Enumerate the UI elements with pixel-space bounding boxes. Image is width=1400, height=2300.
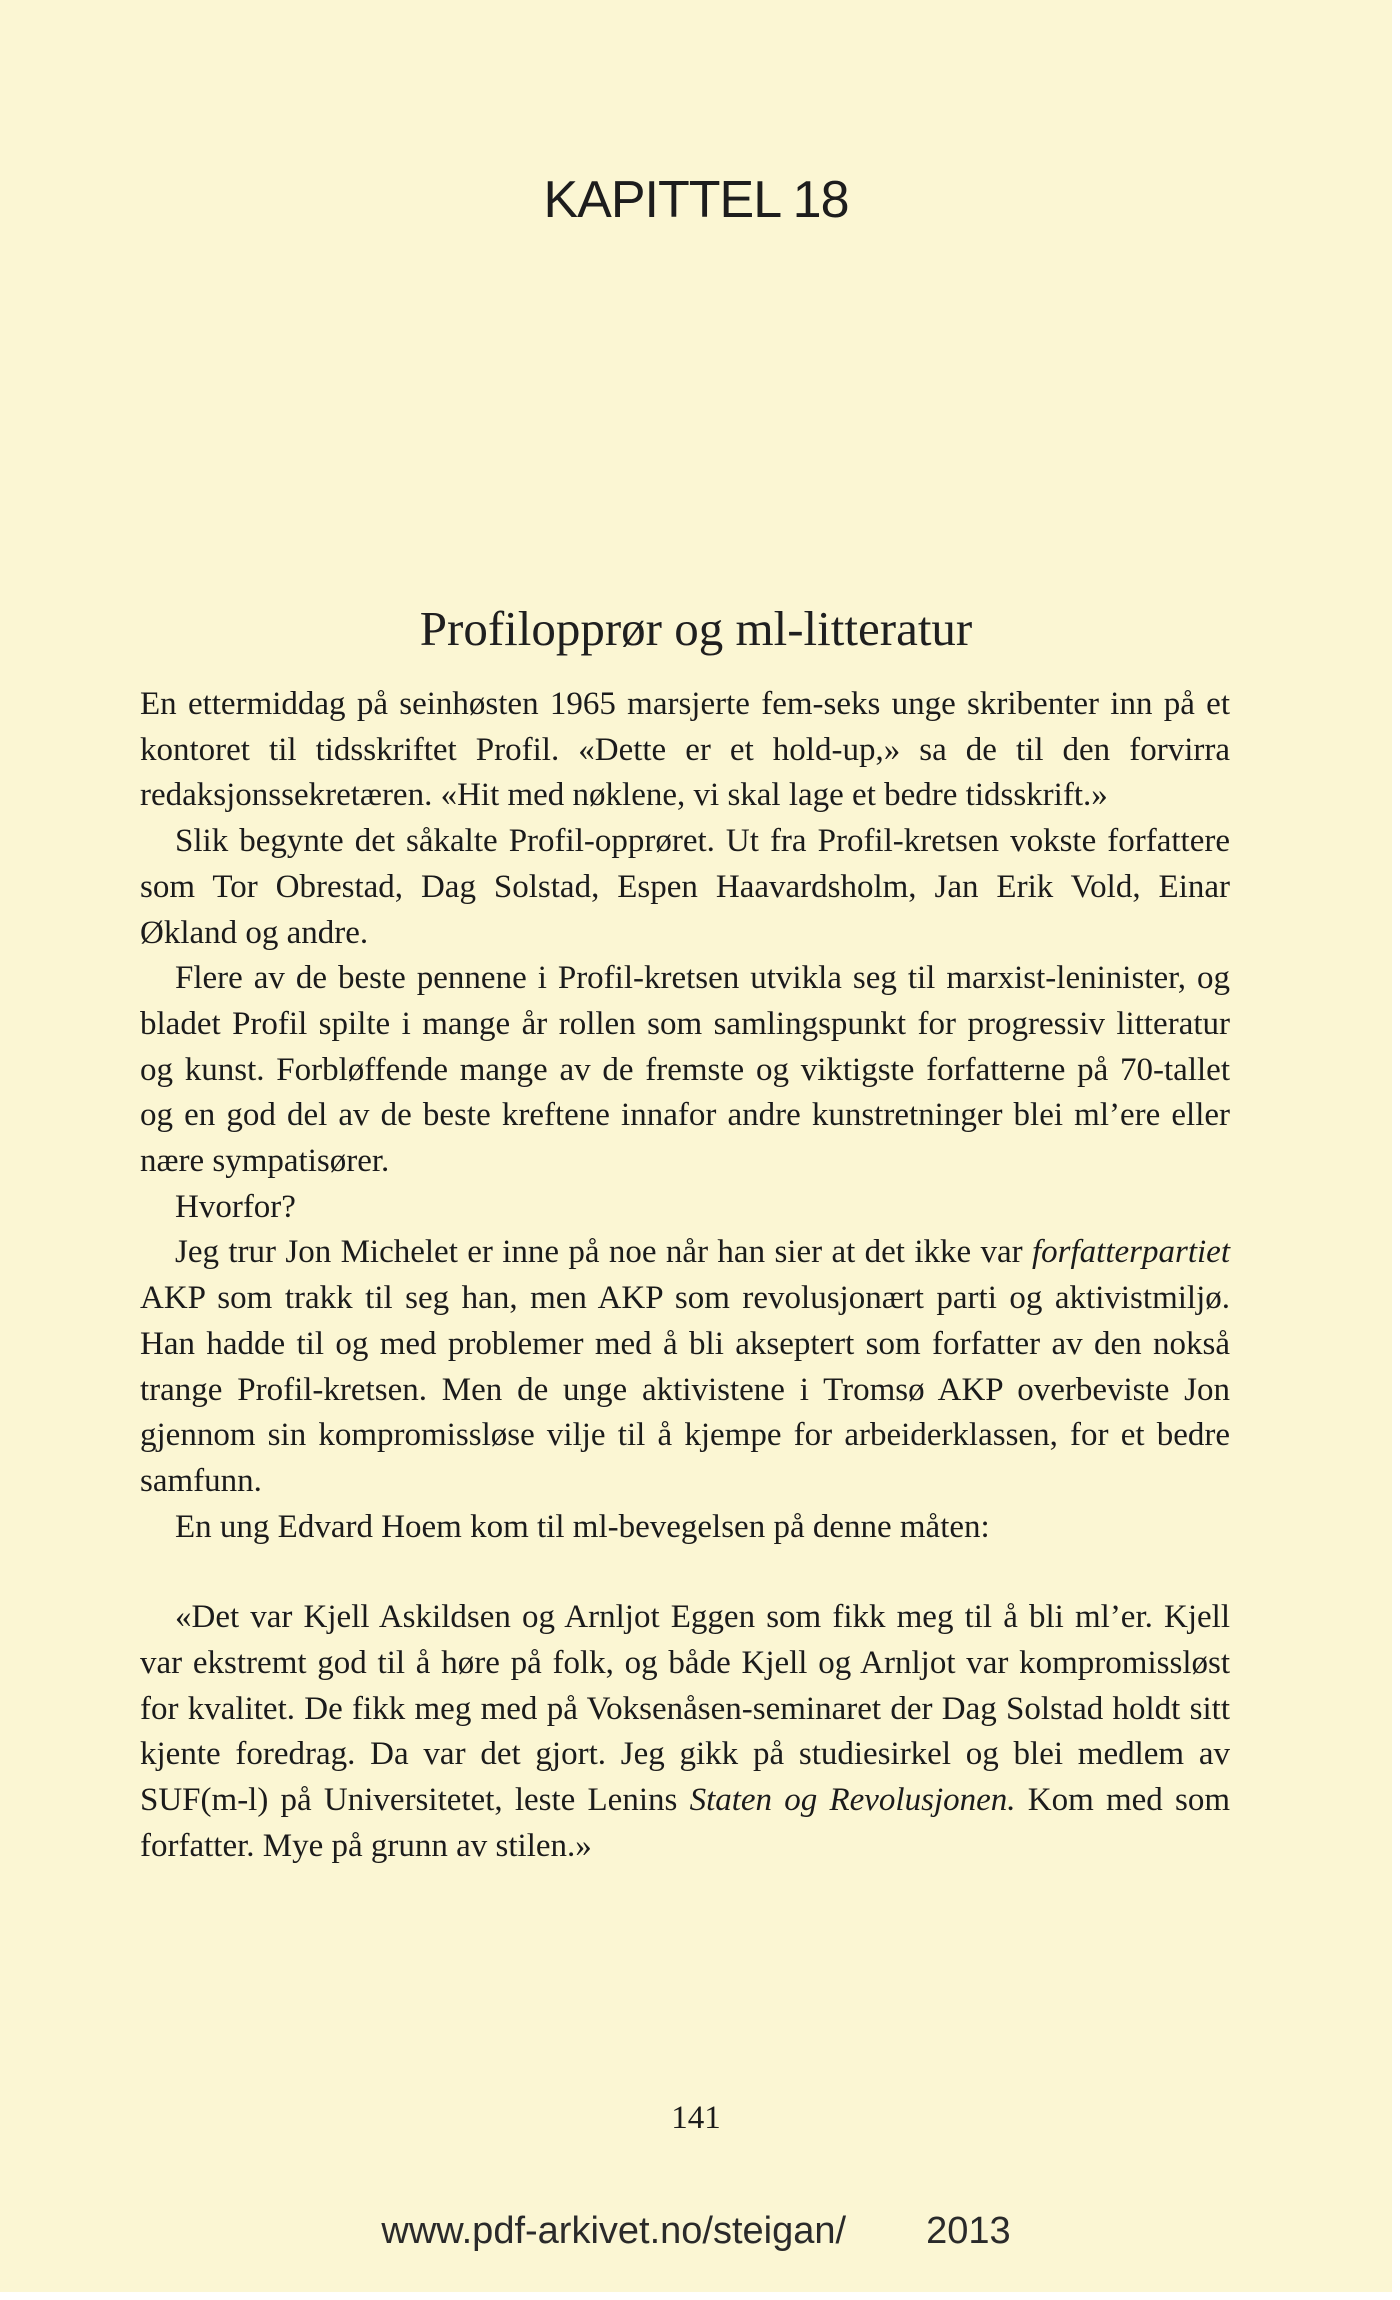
body-text	[140, 682, 1230, 1870]
block-quote	[140, 1595, 1230, 1869]
paragraph-5-emphasis: forfatterpartiet	[1032, 1234, 1230, 1271]
quote-book-title: Staten og Revolusjonen.	[689, 1782, 1016, 1819]
paragraph-4: Hvorfor?	[175, 1188, 296, 1225]
paragraph-5-text-a: Jeg trur Jon Michelet er inne på noe når han sier at det ikke var	[175, 1234, 1032, 1271]
chapter-heading: KAPITTEL 18	[543, 171, 849, 229]
footer-year: 2013	[926, 2210, 1011, 2252]
paragraph-2: Slik begynte det såkalte Profil-opprøret. Ut fra Profil-kretsen vokste forfattere som Tor Obrestad, Dag Solstad, Espen Haavardsholm, Jan Erik Vold, Einar Økland og andre.	[140, 823, 1230, 951]
page-number: 141	[671, 2100, 721, 2136]
footer-url: www.pdf-arkivet.no/steigan/	[381, 2210, 847, 2252]
quote-text-b: Kom med som forfatter. Mye på grunn av stilen.»	[140, 1782, 1230, 1864]
paragraph-3: Flere av de beste pennene i Profil-kretsen utvikla seg til marxist-leninister, og bladet Profil spilte i mange år rollen som samlingspunkt for progressiv litteratur og kunst. Forbløffende mange av de fremste og viktigste forfatterne på 70-tallet og en god del av de beste kreftene innafor andre kunstretninger blei ml’ere eller nære sympatisører.	[140, 960, 1230, 1180]
section-title: Profilopprør og ml-litteratur	[419, 601, 973, 656]
paragraph-6: En ung Edvard Hoem kom til ml-bevegelsen på denne måten:	[175, 1508, 990, 1545]
footer	[0, 2210, 1392, 2253]
quote-text-a: «Det var Kjell Askildsen og Arnljot Eggen som fikk meg til å bli ml’er. Kjell var ekstremt god til å høre på folk, og både Kjell og Arnljot var kompromissløst for kvalitet. De fikk meg med på Voksenåsen-seminaret der Dag Solstad holdt sitt kjente foredrag. Da var det gjort. Jeg gikk på studiesirkel og blei medlem av SUF(m-l) på Universitetet, leste Lenins	[140, 1599, 1230, 1819]
paragraph-1: En ettermiddag på seinhøsten 1965 marsjerte fem-seks unge skribenter inn på et kontoret til tidsskriftet Profil. «Dette er et hold-up,» sa de til den forvirra redaksjonssekretæren. «Hit med nøklene, vi skal lage et bedre tidsskrift.»	[140, 686, 1230, 814]
paragraph-5	[140, 1230, 1230, 1504]
paragraph-5-text-b: AKP som trakk til seg han, men AKP som revolusjonært parti og aktivistmiljø. Han hadde til og med problemer med å bli akseptert som forfatter av den nokså trange Profil-kretsen. Men de unge aktivistene i Tromsø AKP overbeviste Jon gjennom sin kompromissløse vilje til å kjempe for arbeiderklassen, for et bedre samfunn.	[140, 1280, 1230, 1499]
